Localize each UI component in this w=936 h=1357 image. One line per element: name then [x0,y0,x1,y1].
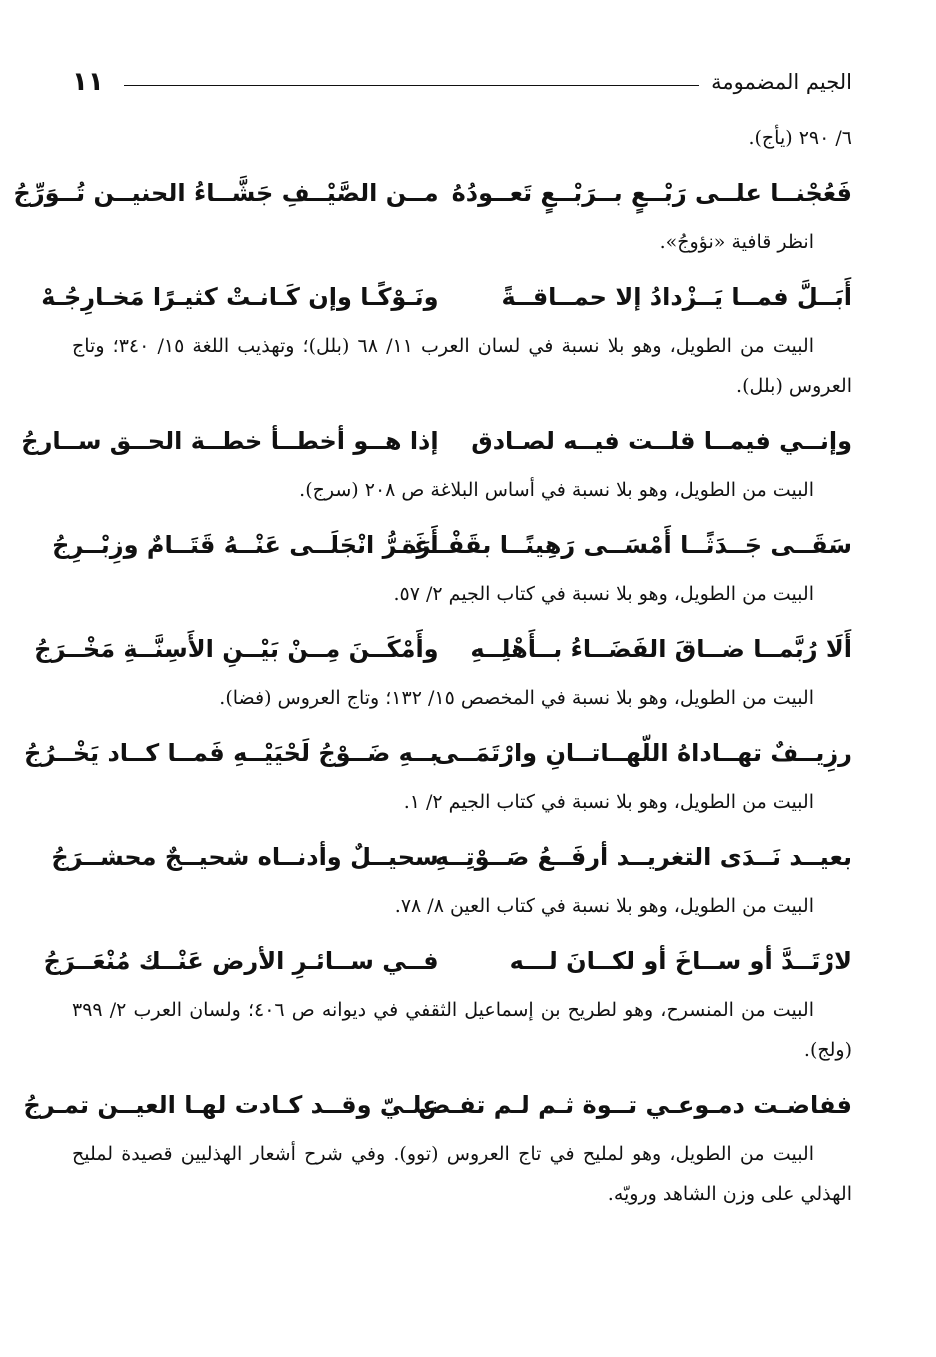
verse-second-hemistich: ونَـوْكًـا وإن كَـانـتْ كثيـرًا مَخـارِجُـهْ [41,283,439,311]
verse-first-hemistich: ففاضـت دمـوعـي تــوة ثـم لـم تفـض [418,1091,852,1119]
verse-line [34,620,852,678]
source-note: البيت من الطويل، وهو بلا نسبة في المخصص ١٥/ ١٣٢؛ وتاج العروس (فضا). [219,687,814,709]
page-header [72,62,852,102]
verse-second-hemistich: مــن الصَّيْــفِ جَشَّــاءُ الحنيــن تُــوَرِّجُ [13,179,439,207]
verse-first-hemistich: وإنــي فيمــا قلــت فيــه لصـادق [471,427,852,455]
header-rule [124,85,699,86]
verse-second-hemistich: إذا هــو أخطــأ خطــة الحــق ســارجُ [21,427,439,455]
source-note: انظر قافية «نؤوجُ». [659,231,814,253]
source-note: البيت من الطويل، وهو بلا نسبة في لسان العرب ١١/ ٦٨ (بلل)؛ وتهذيب اللغة ١٥/ ٣٤٠؛ وتاج العروس (بلل). [72,335,852,397]
verse-first-hemistich: سَقَــى جَــدَثًــا أَمْسَــى رَهِينًــا بقَفْــرَة [402,531,852,559]
verse-second-hemistich: بــهِ ضَــوْجُ لَحْيَيْــهِ فَمــا كــاد يَخْــرُجُ [24,739,439,767]
page-number: ١١ [72,67,104,97]
verse-first-hemistich: لارْتَــدَّ أو ســاخَ أو لكــانَ لـــه [509,947,852,975]
verse-line [51,828,852,886]
source-note: ٦/ ٢٩٠ (يأج). [748,127,852,149]
verse-second-hemistich: أَغَــرُّ انْجَلَــى عَنْــهُ قَتَــامٌ وزِبْــرِجُ [52,531,439,559]
verse-line [52,516,852,574]
verse-line [23,1076,852,1134]
source-note: البيت من الطويل، وهو بلا نسبة في أساس البلاغة ص ٢٠٨ (سرج). [299,479,814,501]
verse-first-hemistich: أَبَــلَّ فمــا يَــزْدادُ إلا حمــاقــةً [501,283,852,311]
verse-second-hemistich: فــي ســائـرِ الأرض عَنْــك مُنْعَــرَجُ [43,947,439,975]
source-note: البيت من الطويل، وهو لمليح في تاج العروس (توو). وفي شرح أشعار الهذليين قصيدة لمليح الهذلي على وزن الشاهد ورويّه. [72,1143,852,1205]
verse-first-hemistich: رزِيــفٌ تهــاداهُ اللّهــاتــانِ وارْتَمَــى [434,739,852,767]
source-note: البيت من الطويل، وهو بلا نسبة في كتاب العين ٨/ ٧٨. [394,895,814,917]
source-note: البيت من المنسرح، وهو لطريح بن إسماعيل الثقفي في ديوانه ص ٤٠٦؛ ولسان العرب ٢/ ٣٩٩ (ولج). [72,999,852,1061]
verse-line [43,932,852,990]
verse-first-hemistich: أَلَا رُبَّمــا ضــاقَ الفَضَــاءُ بــأَهْلِــهِ [470,635,852,663]
verse-line [24,724,852,782]
verse-second-hemistich: وأَمْكَــنَ مِــنْ بَيْــنِ الأَسِنَّــةِ مَخْــرَجُ [34,635,439,663]
verse-line [41,268,852,326]
source-note: البيت من الطويل، وهو بلا نسبة في كتاب الجيم ٢/ ٥٧. [393,583,814,605]
verse-second-hemistich: علـيّ وقــد كـادت لهـا العيــن تمـرجُ [23,1091,439,1119]
verse-first-hemistich: فَعُجْنــا علــى رَبْــعٍ بــرَبْــعٍ تَعــودُهُ [451,179,852,207]
verse-first-hemistich: بعيــد نَــدَى التغريــد أرفَــعُ صَــوْتِــهِ [434,843,852,871]
verse-second-hemistich: سحيــلٌ وأدنــاه شحيــجٌ محشــرَجُ [51,843,439,871]
page-body [13,118,852,1337]
verse-line [21,412,852,470]
running-title: الجيم المضمومة [711,70,852,94]
verse-line [13,164,852,222]
source-note: البيت من الطويل، وهو بلا نسبة في كتاب الجيم ٢/ ١. [403,791,814,813]
